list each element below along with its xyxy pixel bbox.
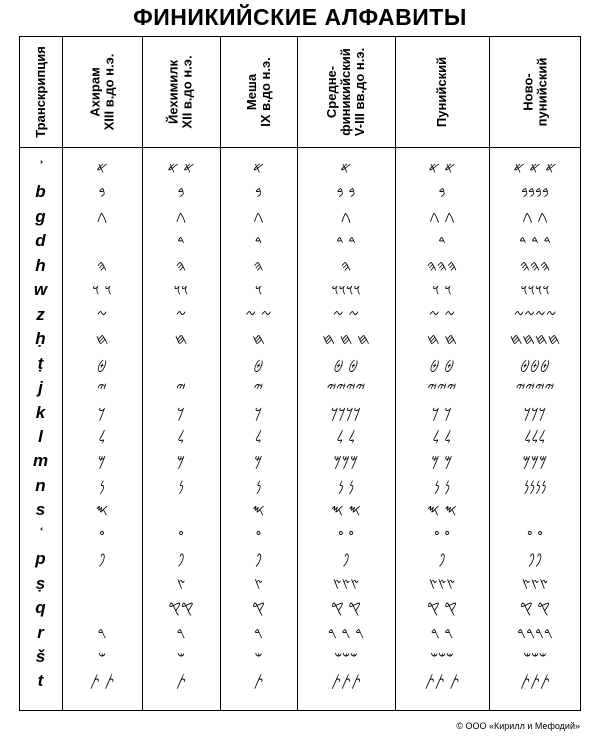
glyph-cell: 𐤁 <box>438 183 446 202</box>
transcription-cell: h <box>35 255 46 275</box>
glyph-cell: 𐤉 <box>97 379 107 398</box>
glyph-cell: 𐤓 <box>97 623 107 642</box>
table-row <box>19 156 581 180</box>
glyph-cell: 𐤏 𐤏 <box>434 525 450 544</box>
glyph-cell: 𐤋 𐤋 <box>336 427 356 446</box>
glyph-cell: 𐤕𐤕𐤕 <box>331 672 361 691</box>
glyph-cell: 𐤆 𐤆 <box>245 305 272 324</box>
glyph-cell: 𐤏 <box>255 525 262 544</box>
column-header-line: XIII в.до н.э. <box>101 53 116 130</box>
glyph-cell: 𐤊 <box>177 403 185 422</box>
column-header-line: V-III вв.до н.э. <box>351 47 367 136</box>
glyph-cell: 𐤄 <box>175 256 187 275</box>
glyph-cell <box>62 572 142 596</box>
glyph-cell: 𐤓 <box>176 623 186 642</box>
table-row <box>19 376 581 400</box>
glyph-cell: 𐤅𐤅 <box>173 281 189 300</box>
glyph-cell: 𐤑𐤑𐤑 <box>521 574 549 593</box>
glyph-cell: 𐤌 <box>97 452 107 471</box>
column-header-line: Меша <box>243 73 259 110</box>
column-header-line: XII в.до н.э. <box>179 54 195 129</box>
glyph-cell: 𐤔𐤔𐤔 <box>523 648 547 666</box>
glyph-cell <box>142 352 220 376</box>
transcription-cell: w <box>33 280 48 300</box>
glyph-cell: 𐤏 <box>178 525 184 544</box>
transcription-cell: q <box>35 598 46 618</box>
glyph-cell: 𐤀 𐤀 <box>167 159 195 177</box>
glyph-cell: 𐤐 <box>342 550 350 569</box>
column-header-2 <box>142 36 220 147</box>
column-header-line: Пунийский <box>433 56 449 127</box>
glyph-cell: 𐤔 <box>254 648 263 666</box>
glyph-cell: 𐤆 <box>175 305 187 324</box>
table-row <box>19 327 581 351</box>
table-row <box>19 352 581 376</box>
transcription-cell: t <box>37 671 44 691</box>
page-title: ФИНИКИЙСКИЕ АЛФАВИТЫ <box>133 4 467 30</box>
glyph-cell: 𐤂 <box>340 207 352 226</box>
glyph-cell: 𐤁 𐤁 <box>336 183 356 202</box>
copyright-notice: © ООО «Кирилл и Мефодий» <box>456 721 580 731</box>
glyph-cell: 𐤁𐤁𐤁𐤁 <box>521 183 549 202</box>
transcription-cell: r <box>37 622 44 642</box>
glyph-cell: 𐤓 𐤓 <box>430 623 454 642</box>
table-row <box>19 229 581 253</box>
glyph-cell: 𐤂 <box>253 207 264 226</box>
glyph-cell: 𐤃 <box>177 232 185 251</box>
table-row <box>19 425 581 449</box>
glyph-cell: 𐤔 <box>177 648 185 666</box>
glyph-cell: 𐤊𐤊𐤊 <box>523 403 547 422</box>
table-row <box>19 523 581 547</box>
glyph-cell: 𐤌𐤌𐤌 <box>522 452 548 471</box>
glyph-cell: 𐤉 <box>253 379 264 398</box>
glyph-cell: 𐤊 <box>254 403 263 422</box>
glyph-cell: 𐤆 𐤆 <box>332 305 360 324</box>
column-header-line: пунийский <box>533 57 549 126</box>
glyph-cell: 𐤄𐤄𐤄 <box>426 256 458 275</box>
glyph-cell: 𐤀 𐤀 𐤀 <box>513 159 557 177</box>
glyph-cell: 𐤆 <box>96 305 108 324</box>
glyph-cell: 𐤄 <box>253 256 264 275</box>
table-row <box>19 449 581 473</box>
glyph-cell: 𐤀 𐤀 <box>428 159 456 177</box>
glyph-cell: 𐤕 𐤕 <box>89 672 115 691</box>
glyph-cell: 𐤇𐤇𐤇𐤇 <box>509 330 561 349</box>
glyph-cell: 𐤁 <box>98 183 106 202</box>
table-row <box>19 498 581 522</box>
table-row <box>19 645 581 669</box>
column-header-line: Ново- <box>519 72 535 111</box>
glyph-cell: 𐤑 <box>176 574 186 593</box>
glyph-cell: 𐤕𐤕𐤕 <box>520 672 550 691</box>
glyph-cell: 𐤇 𐤇 𐤇 <box>322 330 370 349</box>
glyph-cell: 𐤐 <box>98 550 106 569</box>
glyph-cell: 𐤄 <box>340 256 352 275</box>
glyph-cell: 𐤅 <box>254 281 263 300</box>
table-row <box>19 303 581 327</box>
glyph-cell: 𐤒𐤒 <box>168 599 194 618</box>
transcription-cell: k <box>35 402 46 422</box>
table-row <box>19 278 581 302</box>
transcription-cell: j <box>38 378 43 398</box>
glyph-cell: 𐤒 𐤒 <box>331 599 361 618</box>
glyph-cell: 𐤎 <box>95 501 109 520</box>
transcription-cell: m <box>32 451 49 471</box>
glyph-cell: 𐤌 𐤌 <box>431 452 453 471</box>
glyph-cell: 𐤒 <box>252 599 265 618</box>
table-row <box>19 401 581 425</box>
glyph-cell: 𐤔 <box>98 648 106 666</box>
table-row <box>19 180 581 204</box>
glyph-cell: 𐤍 <box>178 476 184 495</box>
glyph-cell: 𐤋 <box>254 427 263 446</box>
glyph-cell: 𐤁 <box>177 183 185 202</box>
glyph-cell: 𐤆𐤆𐤆𐤆 <box>513 305 557 324</box>
glyph-cell: 𐤔𐤔𐤔 <box>430 648 454 666</box>
glyph-cell <box>62 229 142 253</box>
glyph-cell: 𐤅 𐤅 <box>432 281 452 300</box>
glyph-cell: 𐤃 <box>254 232 263 251</box>
glyph-cell: 𐤅𐤅𐤅𐤅 <box>331 281 361 300</box>
glyph-cell: 𐤑 <box>254 574 263 593</box>
glyph-cell: 𐤊 𐤊 <box>432 403 452 422</box>
table-row <box>19 205 581 229</box>
glyph-cell: 𐤂 𐤂 <box>522 207 548 226</box>
column-header-5 <box>395 36 489 147</box>
glyph-cell: 𐤇 <box>95 330 109 349</box>
glyph-cell: 𐤋 <box>177 427 185 446</box>
glyph-cell: 𐤐𐤐 <box>527 550 543 569</box>
glyph-cell: 𐤄 <box>96 256 108 275</box>
glyph-cell: 𐤑𐤑𐤑 <box>332 574 360 593</box>
glyph-cell: 𐤈𐤈𐤈 <box>520 354 550 373</box>
transcription-cell: d <box>35 231 46 251</box>
glyph-cell: 𐤀 <box>96 159 108 177</box>
glyph-cell: 𐤉𐤉𐤉𐤉 <box>515 379 555 398</box>
glyph-cell: 𐤑𐤑𐤑 <box>428 574 456 593</box>
table-row <box>19 572 581 596</box>
glyph-cell: 𐤃 𐤃 𐤃 <box>519 232 551 251</box>
glyph-cell: 𐤒 𐤒 <box>427 599 457 618</box>
column-header-4 <box>297 36 395 147</box>
glyph-cell: 𐤍 𐤍 <box>337 476 355 495</box>
table-row <box>19 596 581 620</box>
glyph-cell: 𐤃 𐤃 <box>336 232 356 251</box>
header-divider <box>19 147 581 148</box>
column-header-line: Средне- <box>323 65 339 118</box>
table-row <box>19 669 581 693</box>
glyph-cell: 𐤇 𐤇 <box>427 330 457 349</box>
glyph-cell: 𐤌 <box>176 452 186 471</box>
table-row <box>19 474 581 498</box>
glyph-cell: 𐤋 𐤋 <box>432 427 452 446</box>
glyph-cell: 𐤁 <box>255 183 262 202</box>
glyph-cell: 𐤍 𐤍 <box>433 476 451 495</box>
table-row <box>19 254 581 278</box>
glyph-cell: 𐤐 <box>177 550 185 569</box>
glyph-cell: 𐤀 <box>252 159 265 177</box>
glyph-cell: 𐤇 <box>174 330 188 349</box>
glyph-cell <box>489 498 581 522</box>
glyph-cell: 𐤕 <box>176 672 186 691</box>
transcription-cell: p <box>35 549 46 569</box>
glyph-cell: 𐤎 𐤎 <box>427 501 457 520</box>
glyph-cell: 𐤈 𐤈 <box>333 354 359 373</box>
glyph-cell: 𐤉𐤉𐤉𐤉 <box>326 379 366 398</box>
transcription-cell: ṣ <box>35 573 46 593</box>
transcription-cell: l <box>38 426 43 446</box>
column-header-3 <box>220 36 297 147</box>
glyph-cell: 𐤅 𐤅 <box>92 281 112 300</box>
glyph-cell: 𐤍 <box>255 476 262 495</box>
transcription-cell: š <box>35 647 46 666</box>
glyph-cell: 𐤔𐤔𐤔 <box>334 648 358 666</box>
glyph-cell: 𐤈 <box>97 354 107 373</box>
glyph-cell: 𐤃 <box>438 232 446 251</box>
table-row <box>19 547 581 571</box>
column-header-line: Транскрипция <box>32 45 48 138</box>
column-header-0 <box>19 36 62 147</box>
glyph-cell: 𐤌 <box>254 452 263 471</box>
glyph-cell <box>62 596 142 620</box>
glyph-cell: 𐤏 𐤏 <box>338 525 354 544</box>
glyph-cell: 𐤆 𐤆 <box>428 305 456 324</box>
transcription-cell: s <box>35 500 46 520</box>
glyph-cell: 𐤐 <box>254 550 263 569</box>
glyph-cell: 𐤇 <box>252 330 265 349</box>
glyph-cell: 𐤏 𐤏 <box>527 525 543 544</box>
column-header-line: Йехимилк <box>165 59 181 124</box>
column-header-1 <box>62 36 142 147</box>
transcription-cell: n <box>35 475 46 495</box>
glyph-cell: 𐤕 <box>253 672 264 691</box>
glyph-cell: 𐤂 <box>175 207 187 226</box>
glyph-cell: 𐤀 <box>340 159 352 177</box>
glyph-cell: 𐤈 <box>253 354 264 373</box>
glyph-cell: 𐤂 <box>96 207 108 226</box>
glyph-cell: 𐤓 𐤓 𐤓 <box>327 623 365 642</box>
glyph-cell: 𐤋𐤋𐤋 <box>524 427 546 446</box>
table-row <box>19 621 581 645</box>
glyph-cell: 𐤄𐤄𐤄 <box>519 256 551 275</box>
glyph-cell: 𐤍 <box>99 476 105 495</box>
glyph-cell: 𐤐 <box>438 550 446 569</box>
glyph-cell: 𐤕 𐤕𐤕 <box>424 672 460 691</box>
glyph-cell: 𐤎 <box>252 501 265 520</box>
glyph-cell: 𐤈 𐤈 <box>429 354 455 373</box>
glyph-cell: 𐤋 <box>98 427 106 446</box>
glyph-cell: 𐤏 <box>99 525 105 544</box>
transcription-cell: z <box>36 304 45 324</box>
transcription-cell: ʾ <box>37 158 44 177</box>
column-header-line: финикийский <box>337 47 353 136</box>
glyph-cell: 𐤒 𐤒 <box>520 599 550 618</box>
transcription-cell: ḥ <box>35 329 46 349</box>
glyph-cell: 𐤉 <box>176 379 186 398</box>
glyph-cell: 𐤊 <box>98 403 106 422</box>
glyph-cell: 𐤓 <box>254 623 263 642</box>
glyph-cell: 𐤌𐤌𐤌 <box>333 452 359 471</box>
glyph-cell: 𐤉𐤉𐤉 <box>427 379 457 398</box>
glyph-cell: 𐤊𐤊𐤊𐤊 <box>330 403 361 422</box>
column-header-6 <box>489 36 581 147</box>
column-header-line: IX в.до н.э. <box>257 56 273 127</box>
glyph-cell: 𐤂 𐤂 <box>429 207 455 226</box>
column-header-line: Ахирам <box>87 66 102 117</box>
glyph-cell: 𐤓𐤓𐤓𐤓 <box>517 623 553 642</box>
transcription-cell: b <box>35 182 46 202</box>
glyph-cell <box>142 498 220 522</box>
transcription-cell: ʿ <box>37 524 44 544</box>
glyph-cell: 𐤍𐤍𐤍𐤍 <box>523 476 547 495</box>
glyph-cell: 𐤅𐤅𐤅𐤅 <box>520 281 550 300</box>
transcription-cell: g <box>35 206 46 226</box>
glyph-cell: 𐤎 𐤎 <box>331 501 361 520</box>
transcription-cell: ṭ <box>37 353 44 373</box>
